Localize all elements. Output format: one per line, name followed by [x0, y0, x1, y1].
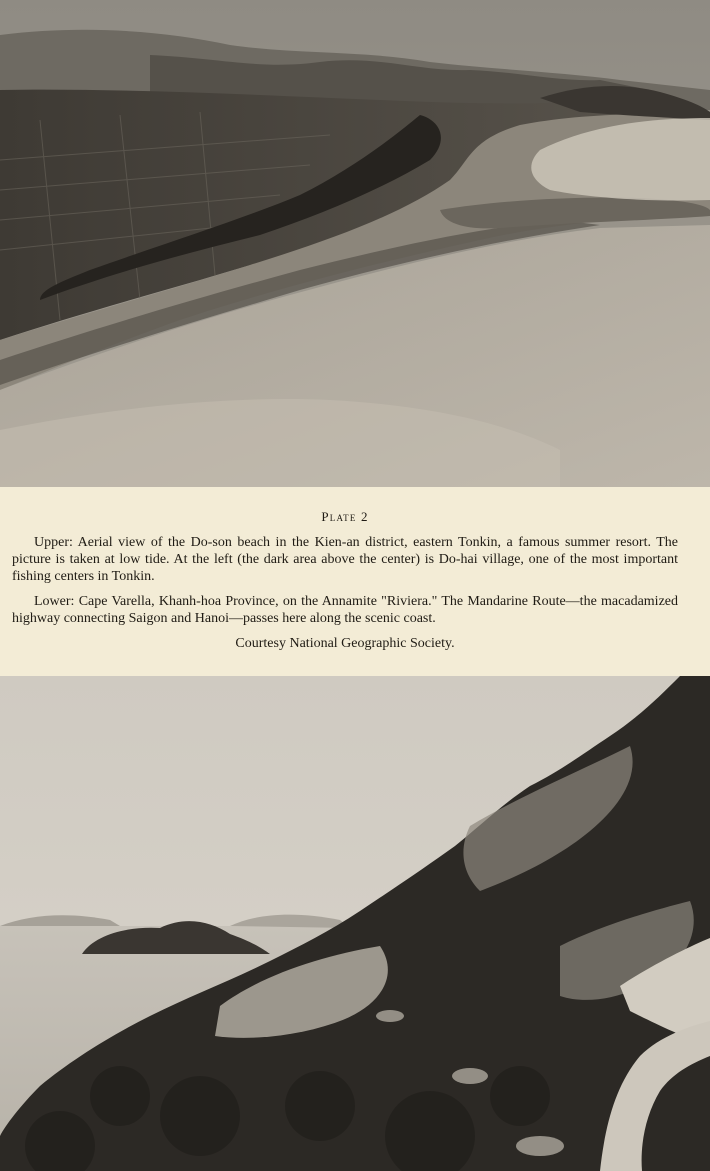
plate-caption-panel: [0, 487, 710, 676]
lower-caption: Lower: Cape Varella, Khanh-hoa Province, on the Annamite "Riviera." The Mandarine Route—the macadamized highway connecting Saigon and Hanoi—passes here along the scenic coast.: [12, 594, 678, 626]
lower-photograph: [0, 676, 710, 1171]
upper-caption: Upper: Aerial view of the Do-son beach in the Kien-an district, eastern Tonkin, a famous summer resort. The picture is taken at low tide. At the left (the dark area above the center) is Do-hai village, one of the most important fishing centers in Tonkin.: [12, 535, 678, 584]
lower-photo-art: [0, 676, 710, 1171]
photo-credit: Courtesy National Geographic Society.: [235, 636, 455, 651]
upper-photograph: [0, 0, 710, 487]
upper-photo-art: [0, 0, 710, 487]
plate-title: Plate 2: [321, 509, 369, 524]
